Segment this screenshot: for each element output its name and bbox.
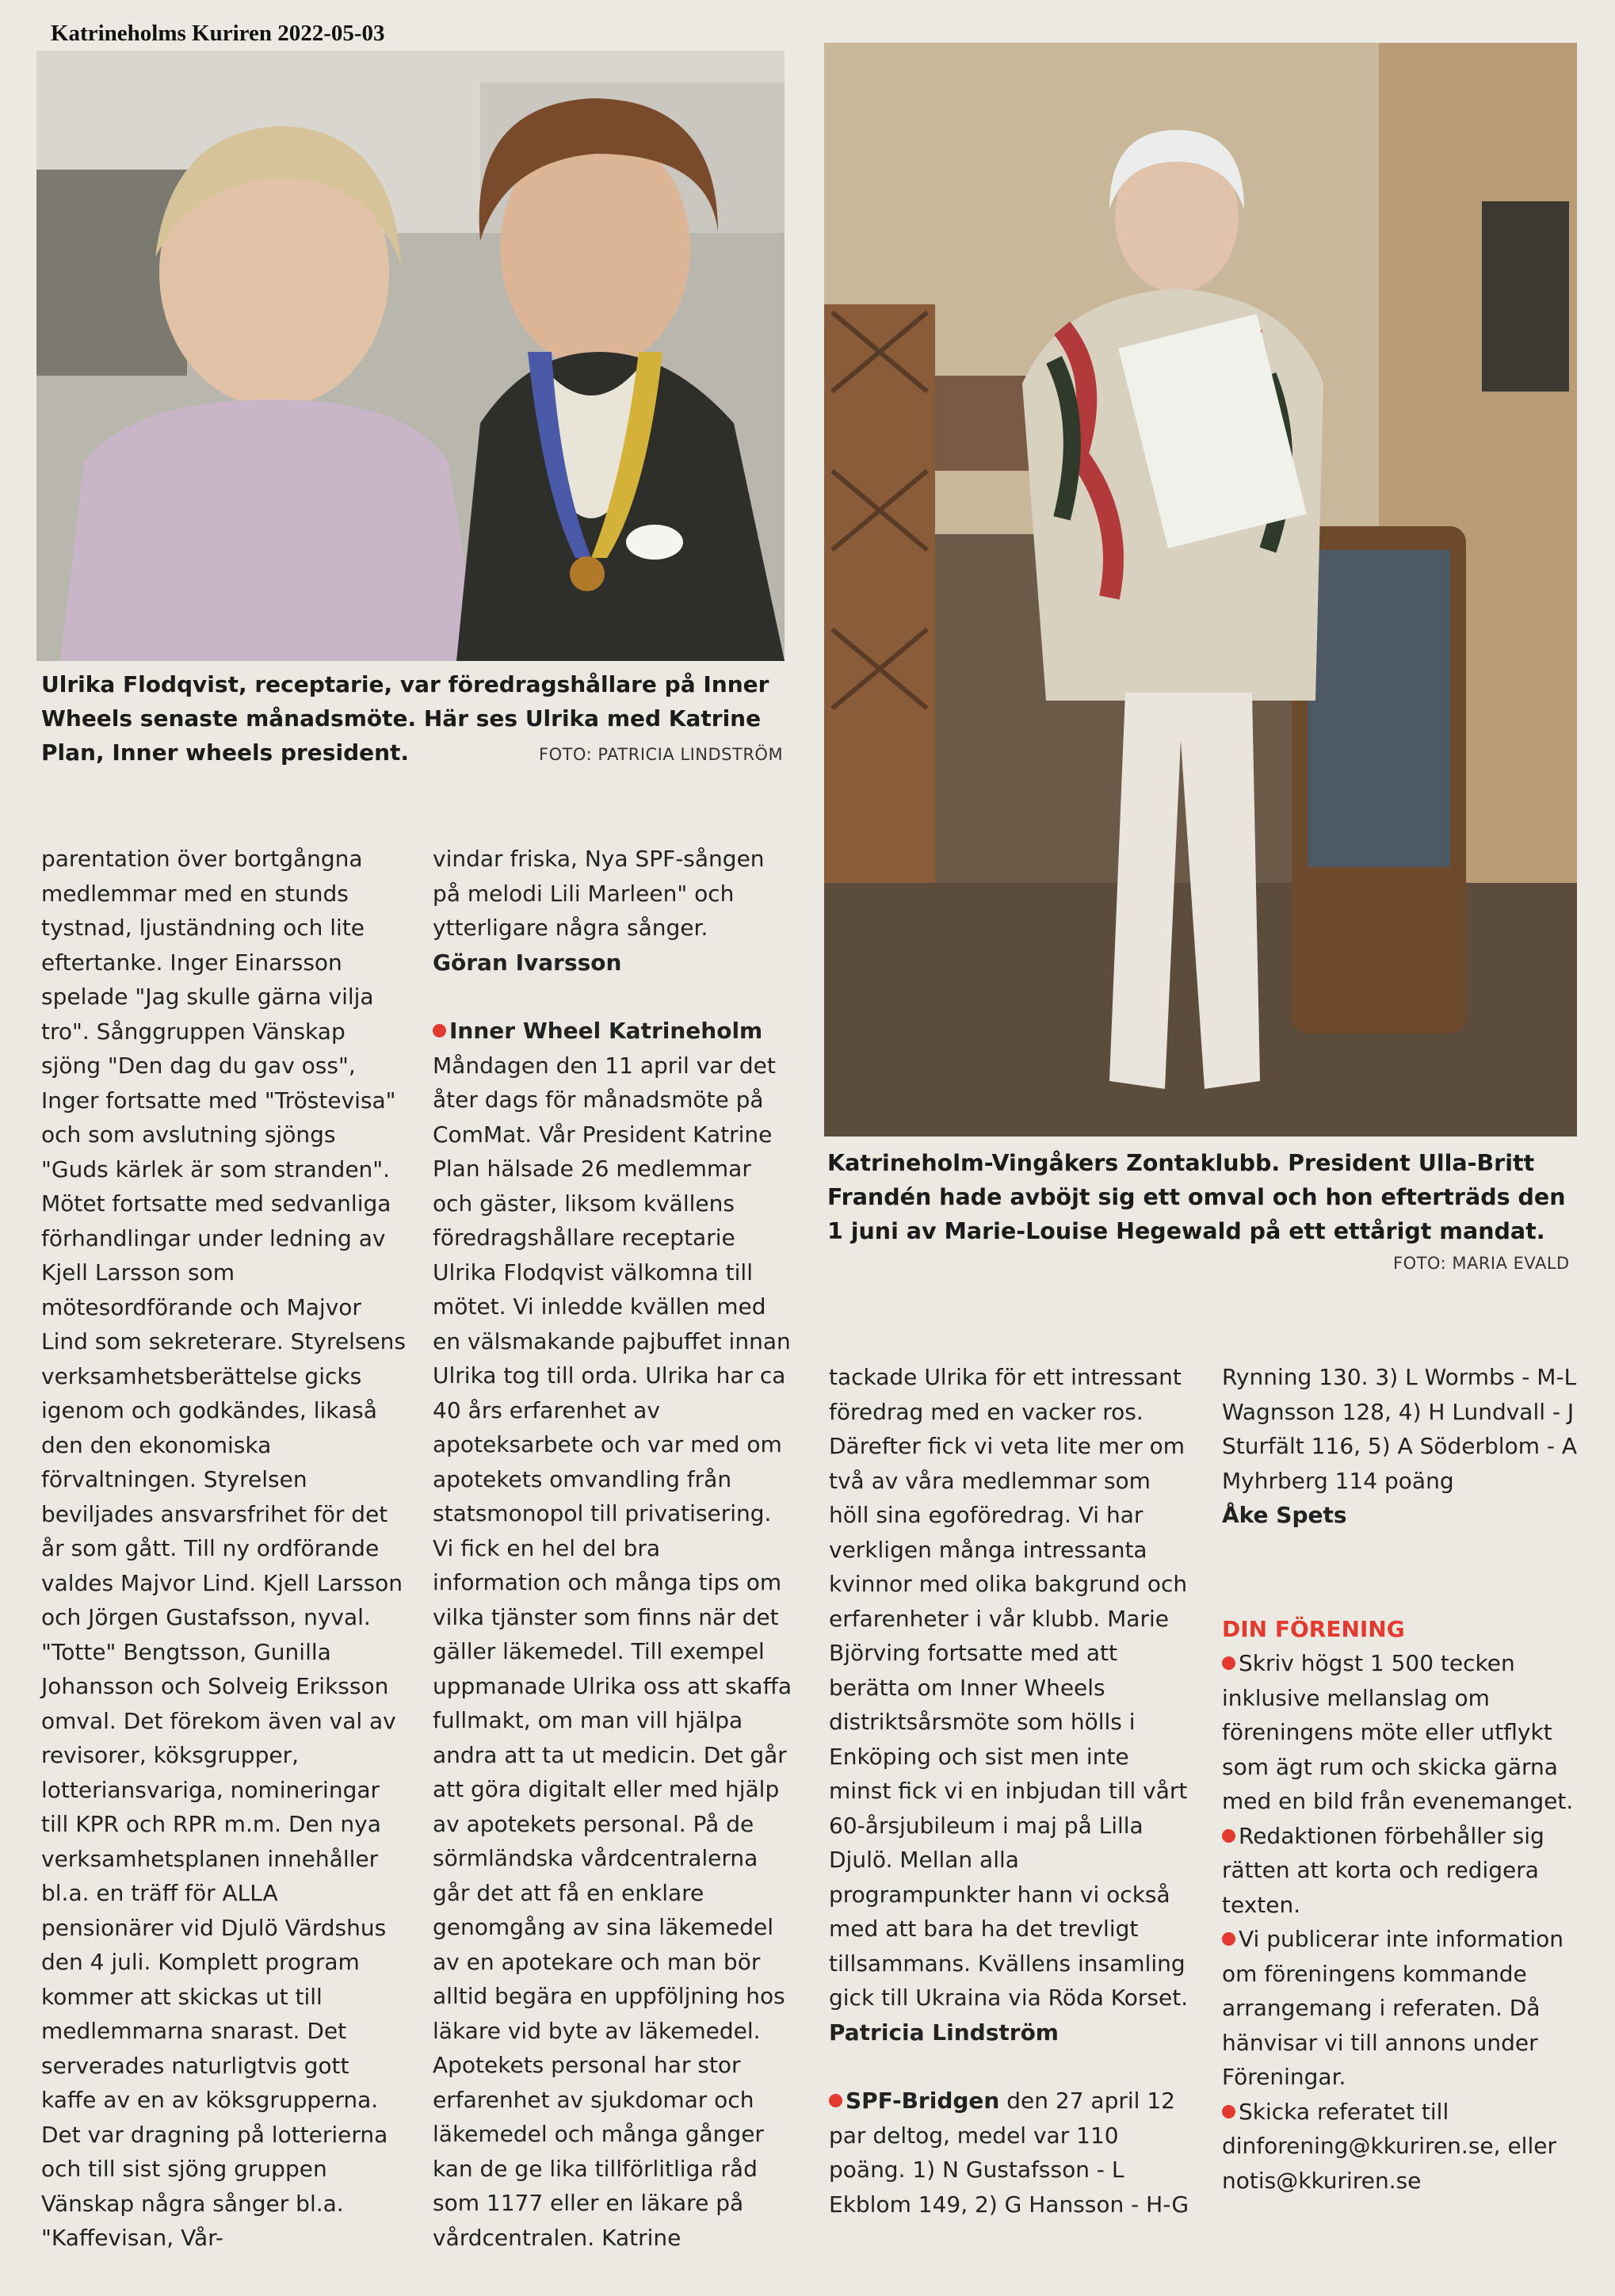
din-forening-item-1: Skriv högst 1 500 tecken inklusive mellanslag om föreningens möte eller utflykt som ägt rum och skicka gärna med en bild från evenemanget. [1222,1650,1574,1814]
photo-left-caption: Ulrika Flodqvist, receptarie, var föredragshållare på Inner Wheels senaste månadsmöte. Här ses Ulrika med Katrine Plan, Inner wheels president. [41,671,769,766]
photo-left-credit: FOTO: PATRICIA LINDSTRÖM [539,745,784,764]
article-inner-wheel-continuation: tackade Ulrika för ett intressant föredrag med en vacker ros. Därefter fick vi veta lite mer om två av våra medlemmar som höll sina egoföredrag. Vi har verkligen många intressanta kvinnor med olika bakgrund och erfarenheter i vår klubb. Marie Björving fortsatte med att berätta om Inner Wheels distriktsårsmöte som hölls i Enköping och sist men inte minst fick vi en inbjudan till vårt 60-årsjubileum i maj på Lilla Djulö. Mellan alla programpunkter hann vi också med att bara ha det trevligt tillsammans. Kvällens insamling gick till Ukraina via Röda Korset. [829,1364,1189,2011]
bullet-dot-icon [1222,1829,1235,1843]
author-patricia: Patricia Lindström [829,2019,1059,2046]
bullet-dot-icon [1222,1932,1235,1946]
din-forening-item-4: Skicka referatet till dinforening@kkuriren.se, eller notis@kkuriren.se [1222,2098,1556,2194]
din-forening-item-2: Redaktionen förbehåller sig rätten att korta och redigera texten. [1222,1822,1544,1918]
author-goran: Göran Ivarsson [433,949,622,976]
article-spf-continuation: parentation över bortgångna medlemmar med en stunds tystnad, ljuständning och lite eftertanke. Inger Einarsson spelade "Jag skulle gärna vilja tro". Sånggruppen Vänskap sjöng "Den dag du gav oss", Inger fortsatte med "Tröstevisa" och som avslutning sjöngs "Guds kärlek är som stranden". Mötet fortsatte med sedvanliga förhandlingar under ledning av Kjell Larsson som mötesordförande och Majvor Lind som sekreterare. Styrelsens verksamhetsberättelse gicks igenom och godkändes, likaså den den ekonomiska förvaltningen. Styrelsen beviljades ansvarsfrihet för det år som gått. Till ny ordförande valdes Majvor Lind. Kjell Larsson och Jörgen Gustafsson, nyval. "Totte" Bengtsson, Gunilla Johansson och Solveig Eriksson omval. Det förekom även val av revisorer, köksgrupper, lotteriansvariga, nomineringar till KPR och RPR m.m. Den nya verksamhetsplanen innehåller bl.a. en träff för ALLA pensionärer vid Djulö Värdshus den 4 juli. Komplett program kommer att skickas ut till medlemmarna snarast. Det serverades naturligtvis gott kaffe av en av köksgrupperna. Det var dragning på lotterierna och till sist sjöng gruppen Vänskap några sånger bl.a. "Kaffevisan, Vår- [41,846,407,2251]
din-forening-title: DIN FÖRENING [1222,1615,1405,1642]
bullet-dot-icon [1222,1656,1235,1670]
photo-inner-wheel [36,51,785,661]
photo-right-credit: FOTO: MARIA EVALD [1393,1254,1570,1273]
photo-zontaklubb [824,43,1577,1137]
article-inner-wheel: Måndagen den 11 april var det åter dags för månadsmöte på ComMat. Vår President Katrine Plan hälsade 26 medlemmar och gäster, liksom kvällens föredragshållare receptarie Ulrika Flodqvist välkomna till mötet. Vi inledde kvällen med en välsmakande pajbuffet innan Ulrika tog till orda. Ulrika har ca 40 års erfarenhet av apoteksarbete och var med om apotekets omvandling från statsmonopol till privatisering. Vi fick en hel del bra information och många tips om vilka tjänster som finns när det gäller läkemedel. Till exempel uppmanade Ulrika oss att skaffa fullmakt, om man vill hjälpa andra att ta ut medicin. Det går att göra digitalt eller med hjälp av apotekets personal. På de sörmländska vårdcentralerna går det att få en enklare genomgång av sina läkemedel av en apotekare och man bör alltid begära en uppföljning hos läkare vid byte av läkemedel. Apotekets personal har stor erfarenhet av sjukdomar och läkemedel och många gånger kan de ge lika tillförlitliga råd som 1177 eller en läkare på vårdcentralen. Katrine [433,1052,792,2251]
bridge-results: Rynning 130. 3) L Wormbs - M-L Wagnsson 128, 4) H Lundvall - J Sturfält 116, 5) A Söderblom - A Myhrberg 114 poäng [1222,1364,1578,1494]
article-column-1 [41,842,407,2256]
bullet-dot-icon [829,2094,842,2107]
article-column-4 [1222,1360,1579,2198]
din-forening-item-3: Vi publicerar inte information om föreningens kommande arrangemang i referaten. Då hänvisar vi till annons under Föreningar. [1222,1926,1564,2090]
article-column-3 [829,1360,1192,2222]
bullet-dot-icon [1222,2105,1235,2118]
inner-wheel-heading: Inner Wheel Katrineholm [433,1014,794,1049]
photo-right-caption: Katrineholm-Vingåkers Zontaklubb. President Ulla-Britt Frandén hade avböjt sig ett omval och hon efterträds den 1 juni av Marie-Louise Hegewald på ett ettårigt mandat. [827,1150,1566,1244]
masthead: Katrineholms Kuriren 2022-05-03 [51,21,385,46]
article-column-2 [433,842,794,2255]
author-ake: Åke Spets [1222,1502,1347,1528]
article-spf-ending: vindar friska, Nya SPF-sången på melodi Lili Marleen" och ytterligare några sånger. [433,846,765,941]
bullet-dot-icon [433,1024,446,1037]
article-spf-bridgen: SPF-Bridgen den 27 april 12 par deltog, medel var 110 poäng. 1) N Gustafsson - L Ekblom 149, 2) G Hansson - H-G [829,2088,1189,2218]
